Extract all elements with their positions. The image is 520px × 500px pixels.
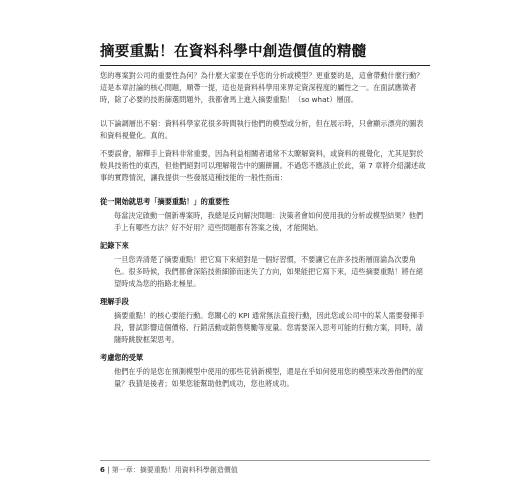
footer-divider: [100, 460, 430, 461]
page-title: 摘要重點！在資料科學中創造價值的精髓: [100, 40, 430, 66]
intro-paragraph-2: 以下論調層出不窮：資料科學家花很多時間執行他們的模型或分析，但在展示時，只會顯示漂亮的圖表和資料視覺化。真的。: [100, 119, 424, 140]
intro-paragraph-1: 您的專案對公司的重要性為何？為什麼大家要在乎您的分析或模型？更重要的是，這會帶動什麼行動？這是本章討論的核心問題，順帶一提，這也是資料科學用來界定資深程度的屬性之一。在面試應徵者時，除了必要的技術篩選問題外，我都會馬上進入摘要重點！（so what）層面。: [100, 71, 424, 104]
section-text-consider-audience: 他們在乎的是您在預測模型中使用的那些花俏新模型，還是在乎如何使用您的模型來改善他們的度量？我猜是後者；如果您能幫助他們成功，您也將成功。: [114, 367, 424, 388]
intro-paragraph-3: 不要誤會，解釋手上資料非常重要，因為利益相關者通常不太瞭解資料，或資料的視覺化，尤其是對於較具技術性的東西，但他們絕對可以理解報告中的圖餅圖。不過您不應該止於此，第 7 章將介紹講述故事的實際情況，讓我提供一些發展這種技能的一般性指南：: [100, 149, 426, 182]
footer-chapter-title: 第一章：摘要重點！用資料科學創造價值: [111, 466, 238, 474]
section-text-think-early: 每當決定啟動一個新專案時，我總是反向解決問題：決策者會如何使用我的分析或模型結果？他們手上有哪些方法？好不好用？這些問題都有答案之後，才能開始。: [114, 211, 424, 232]
page-footer: [100, 464, 430, 476]
section-heading-understand-levers: 理解手段: [100, 297, 129, 306]
page-number: 6: [100, 466, 105, 474]
section-heading-consider-audience: 考慮您的受眾: [100, 353, 144, 362]
footer-separator: |: [107, 466, 110, 474]
section-text-understand-levers: 摘要重點！的核心要能行動。您關心的 KPI 通常無法直接行動，因此您或公司中的某人需要發揮手段，嘗試影響這個價格、行銷活動或銷售獎勵等度量。您需要深入思考可能的行動方案，同時，請隨時跳脫框架思考。: [114, 311, 425, 344]
section-heading-write-it-down: 記錄下來: [100, 241, 129, 250]
section-text-write-it-down: 一旦您弄清楚了摘要重點！把它寫下來絕對是一個好習慣，不要讓它在許多技術層面淪為次要角色。很多時候，我們都會深陷技術細節而迷失了方向，如果能把它寫下來，這些摘要重點！將在絕望時成為您的指路北極星。: [114, 255, 424, 288]
section-heading-think-early: 從一開始就思考「摘要重點！」的重要性: [100, 197, 230, 206]
